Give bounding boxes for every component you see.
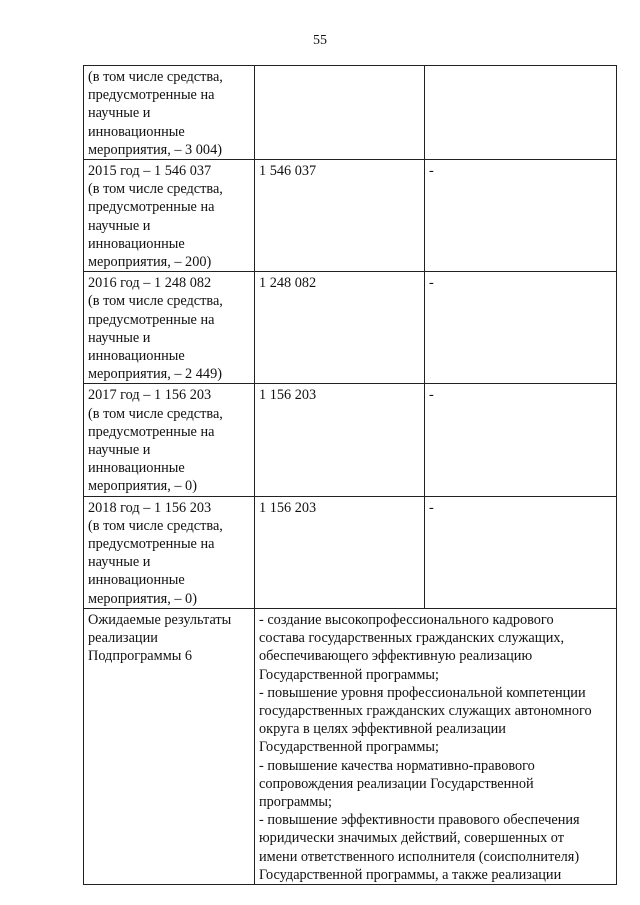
cell-text-line: научные и [88, 217, 151, 234]
result-line: Государственной программы; [259, 666, 439, 683]
result-line: - повышение уровня профессиональной компетенции [259, 684, 586, 701]
cell-text-line: предусмотренные на [88, 87, 215, 104]
expected-results-row [84, 608, 617, 884]
result-line: сопровождения реализации Государственной [259, 775, 534, 792]
cell-text-line: инновационные [88, 123, 185, 140]
cell-text-line: мероприятия, – 3 004) [88, 141, 222, 158]
result-line: - создание высокопрофессионального кадрового [259, 611, 554, 628]
result-line: Государственной программы, а также реализации [259, 866, 562, 883]
table-row [84, 160, 617, 272]
cell-text-line: инновационные [88, 572, 185, 589]
cell-text-line: 2015 год – 1 546 037 [88, 163, 212, 180]
cell-text-line: предусмотренные на [88, 199, 215, 216]
cell-text-line: (в том числе средства, [88, 69, 223, 85]
cell-text-line: научные и [88, 105, 151, 122]
result-line: состава государственных гражданских служащих, [259, 630, 565, 647]
table-row [84, 384, 617, 496]
funding-year-cell [84, 272, 255, 384]
funding-amount-cell: 1 156 203 [255, 496, 425, 608]
cell-text-line: 2018 год – 1 156 203 [88, 499, 212, 516]
table-row [84, 272, 617, 384]
expected-results-text [255, 608, 617, 884]
result-line: юридически значимых действий, совершенных от [259, 830, 565, 847]
cell-text-line: мероприятия, – 200) [88, 254, 212, 271]
funding-year-cell [84, 160, 255, 272]
cell-text-line: реализации [88, 630, 158, 647]
table-row [84, 66, 617, 160]
cell-text-line: инновационные [88, 235, 185, 252]
result-line: округа в целях эффективной реализации [259, 721, 506, 738]
cell-text-line: научные и [88, 442, 151, 459]
result-line: Государственной программы; [259, 739, 439, 756]
expected-results-label [84, 608, 255, 884]
cell-text-line: (в том числе средства, [88, 293, 223, 310]
funding-amount-cell: 1 248 082 [255, 272, 425, 384]
cell-text-line: (в том числе средства, [88, 405, 223, 422]
result-line: программы; [259, 793, 332, 810]
cell-text-line: (в том числе средства, [88, 517, 223, 534]
funding-year-cell [84, 496, 255, 608]
cell-text-line: Подпрограммы 6 [88, 648, 193, 665]
funding-amount-cell [255, 66, 425, 160]
cell-text-line: мероприятия, – 0) [88, 478, 197, 495]
cell-text-line: предусмотренные на [88, 423, 215, 440]
funding-other-cell: - [425, 384, 617, 496]
table-row [84, 496, 617, 608]
cell-text-line: предусмотренные на [88, 311, 215, 328]
funding-other-cell: - [425, 272, 617, 384]
funding-amount-cell: 1 156 203 [255, 384, 425, 496]
cell-text-line: мероприятия, – 0) [88, 590, 197, 607]
cell-text-line: научные и [88, 554, 151, 571]
funding-amount-cell: 1 546 037 [255, 160, 425, 272]
result-line: - повышение эффективности правового обеспечения [259, 812, 580, 829]
page-number: 55 [313, 33, 327, 48]
funding-year-cell [84, 384, 255, 496]
result-line: государственных гражданских служащих автономного [259, 702, 592, 719]
cell-text-line: предусмотренные на [88, 536, 215, 553]
result-line: - повышение качества нормативно-правового [259, 757, 535, 774]
cell-text-line: научные и [88, 329, 151, 346]
cell-text-line: инновационные [88, 460, 185, 477]
cell-text-line: Ожидаемые результаты [88, 611, 232, 628]
cell-text-line: 2016 год – 1 248 082 [88, 275, 212, 292]
cell-text-line: мероприятия, – 2 449) [88, 366, 222, 383]
funding-other-cell [425, 66, 617, 160]
program-funding-table [83, 65, 617, 885]
funding-year-cell [84, 66, 255, 160]
funding-other-cell: - [425, 160, 617, 272]
cell-text-line: 2017 год – 1 156 203 [88, 387, 212, 404]
funding-other-cell: - [425, 496, 617, 608]
result-line: имени ответственного исполнителя (соисполнителя) [259, 848, 580, 865]
cell-text-line: инновационные [88, 348, 185, 365]
result-line: обеспечивающего эффективную реализацию [259, 648, 533, 665]
cell-text-line: (в том числе средства, [88, 181, 223, 198]
